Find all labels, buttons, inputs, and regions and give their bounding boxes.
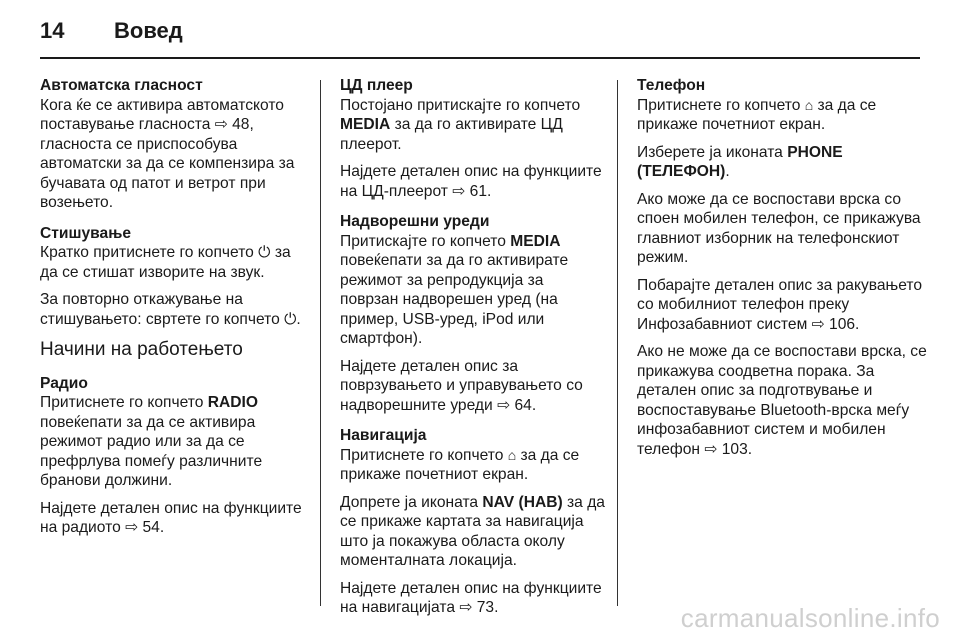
cd-ref: Најдете детален опис на функциите на ЦД-плеерот ⇨ 61. (340, 163, 602, 200)
external-section (340, 212, 605, 415)
watermark: carmanualsonline.info (680, 603, 940, 633)
cd-text: Постојано притискајте го копчето MEDIA за да го активирате ЦД плеерот. (340, 96, 581, 153)
section-title: Вовед (114, 18, 183, 43)
phone-section (637, 76, 927, 459)
cd-heading: ЦД плеер (340, 77, 413, 94)
nav-section (340, 426, 605, 618)
unmute-text: За повторно откажување на стишувањето: свртете го копчето ⏻. (40, 291, 301, 328)
mute-text: Кратко притиснете го копчето ⏻ за да се стишат изворите на звук. (40, 244, 291, 281)
media-button-label: MEDIA (510, 232, 561, 250)
phone-ref: Побарајте детален опис за ракувањето со мобилниот телефон преку Инфозабавниот систем ⇨ 106. (637, 276, 923, 333)
nav-icon-text: Допрете ја иконата NAV (НАВ) за да се прикаже картата за навигација што ја покажува областа околу моменталната локација. (340, 493, 605, 569)
phone-icon-label: PHONE (ТЕЛЕФОН) (637, 143, 843, 180)
external-heading: Надворешни уреди (340, 213, 490, 230)
volume-text: Кога ќе се активира автоматското поставување гласноста ⇨ 48, гласноста се приспособува автоматски за да се компензира за бучавата од патот и ветрот при возењето. (40, 96, 295, 211)
phone-text: Притиснете го копчето ⌂ за да се прикаже почетниот екран. (637, 96, 877, 133)
page-number: 14 (40, 18, 65, 43)
volume-section (40, 76, 310, 213)
radio-button-label: RADIO (207, 394, 258, 411)
column-2 (340, 76, 605, 629)
cd-section (340, 76, 605, 201)
nav-text: Притиснете го копчето ⌂ за да се прикаже почетниот екран. (340, 446, 580, 483)
radio-section (40, 374, 310, 538)
radio-heading: Радио (40, 374, 88, 392)
media-button-label: MEDIA (340, 116, 391, 133)
home-icon: ⌂ (804, 96, 814, 113)
external-text: Притискајте го копчето MEDIA повеќепати за да го активирате режимот за репродукција за поврзан надворешен уред (на пример, USB-уред, iPod или смартфон). (340, 232, 569, 347)
volume-heading: Автоматска гласност (40, 77, 203, 94)
phone-heading: Телефон (637, 77, 706, 94)
home-icon: ⌂ (507, 446, 517, 463)
column-divider (320, 80, 321, 606)
phone-connected-text: Ако може да се воспостави врска со споен мобилен телефон, се прикажува главниот изборник на телефонскиот режим. (637, 190, 921, 266)
page-header (40, 18, 183, 50)
modes-heading: Начини на работењето (40, 339, 243, 360)
mute-section (40, 224, 310, 330)
radio-ref: Најдете детален опис на функциите на радиото ⇨ 54. (40, 499, 302, 536)
external-ref: Најдете детален опис за поврзувањето и управувањето со надворешните уреди ⇨ 64. (340, 357, 583, 414)
column-1 (40, 76, 310, 549)
nav-ref: Најдете детален опис на функциите на навигацијата ⇨ 73. (340, 579, 602, 616)
phone-icon-text: Изберете ја иконата PHONE (ТЕЛЕФОН). (637, 143, 843, 180)
column-divider (617, 80, 618, 606)
mute-heading: Стишување (40, 224, 132, 242)
header-rule (40, 57, 920, 59)
nav-heading: Навигација (340, 427, 427, 444)
phone-bluetooth-text: Ако не може да се воспостави врска, се прикажува соодветна порака. За детален опис за подготвување и воспоставување Bluetooth-врска меѓу инфозабавниот систем и мобилен телефон ⇨ 103. (637, 343, 927, 458)
column-3 (637, 76, 927, 470)
radio-text: Притиснете го копчето RADIO повеќепати за да се активира режимот радио или за да се префрлува помеѓу различните бранови должини. (40, 394, 263, 489)
nav-icon-label: NAV (НАВ) (482, 493, 563, 511)
